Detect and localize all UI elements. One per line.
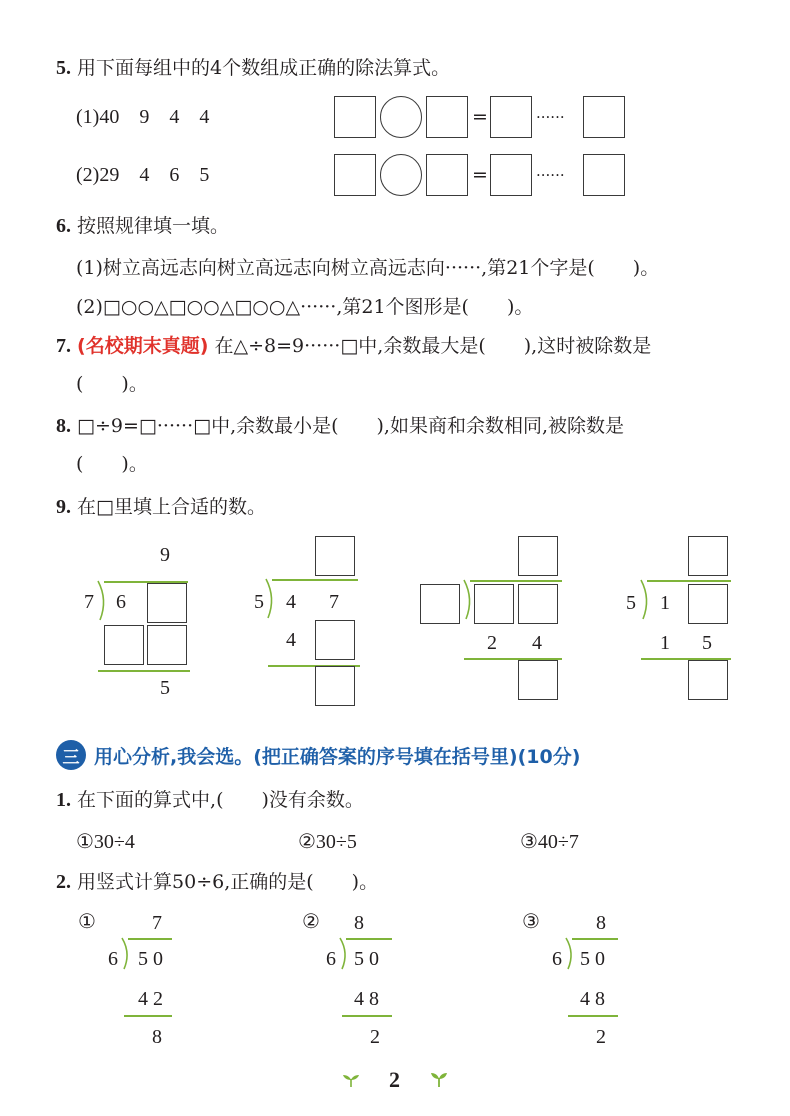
p3-dividend-ones-box[interactable] bbox=[518, 584, 558, 624]
q8-text: □÷9=□······□中,余数最小是( ),如果商和余数相同,被除数是 bbox=[77, 415, 625, 437]
o2-dividend: 5 0 bbox=[354, 948, 379, 970]
p2-product-ones-box[interactable] bbox=[315, 620, 355, 660]
p4-product-ones: 5 bbox=[702, 632, 712, 654]
p3-remainder-box[interactable] bbox=[518, 660, 558, 700]
p1-subtract-line bbox=[98, 670, 190, 672]
o2-division-bracket bbox=[338, 937, 352, 971]
q5-row2-equals: = bbox=[472, 164, 488, 186]
q9-text: 在□里填上合适的数。 bbox=[77, 496, 266, 518]
p2-quotient-box[interactable] bbox=[315, 536, 355, 576]
o3-dividend: 5 0 bbox=[580, 948, 605, 970]
q5-row2-dividend-box[interactable] bbox=[334, 154, 376, 196]
p1-product-tens-box[interactable] bbox=[104, 625, 144, 665]
q5-row1-remainder-box[interactable] bbox=[583, 96, 625, 138]
p2-division-bracket bbox=[264, 578, 278, 620]
q5-row2-quotient-box[interactable] bbox=[490, 154, 532, 196]
q5-prompt bbox=[56, 56, 450, 80]
q9-prompt bbox=[56, 495, 266, 519]
q5-row2-dots: ······ bbox=[536, 166, 565, 184]
q5-row1-quotient-box[interactable] bbox=[490, 96, 532, 138]
o3-subtract-line bbox=[568, 1015, 618, 1017]
o3-divisor: 6 bbox=[552, 948, 562, 970]
o1-product: 4 2 bbox=[138, 988, 163, 1010]
s3q1-option-1[interactable]: ①30÷4 bbox=[76, 831, 135, 853]
p2-dividend-ones: 7 bbox=[329, 591, 339, 613]
p1-quotient: 9 bbox=[160, 544, 170, 566]
s3q2-text: 用竖式计算50÷6,正确的是( )。 bbox=[77, 871, 379, 893]
sprout-icon-right bbox=[430, 1070, 448, 1088]
q6-sub2: (2)□○○△□○○△□○○△······,第21个图形是( )。 bbox=[76, 296, 534, 318]
o1-remainder: 8 bbox=[152, 1026, 162, 1048]
o2-divisor: 6 bbox=[326, 948, 336, 970]
s3q1-option-3[interactable]: ③40÷7 bbox=[520, 831, 579, 853]
p2-divisor: 5 bbox=[254, 591, 264, 613]
sprout-icon-left bbox=[342, 1072, 360, 1088]
p4-product-tens: 1 bbox=[660, 632, 670, 654]
o2-remainder: 2 bbox=[370, 1026, 380, 1048]
p4-remainder-box[interactable] bbox=[688, 660, 728, 700]
q6-sub1: (1)树立高远志向树立高远志向树立高远志向······,第21个字是( )。 bbox=[76, 257, 660, 279]
o1-division-bar bbox=[128, 938, 172, 940]
q7-prompt bbox=[56, 334, 651, 358]
q5-row1-equals: = bbox=[472, 106, 488, 128]
q5-text: 用下面每组中的4个数组成正确的除法算式。 bbox=[77, 57, 451, 79]
p4-dividend-ones-box[interactable] bbox=[688, 584, 728, 624]
p2-division-bar bbox=[272, 579, 358, 581]
p2-remainder-box[interactable] bbox=[315, 666, 355, 706]
s3q1-number: 1. bbox=[56, 789, 71, 811]
o2-division-bar bbox=[346, 938, 392, 940]
p4-division-bar bbox=[647, 580, 731, 582]
o3-quotient: 8 bbox=[596, 912, 606, 934]
q5-row1-divisor-box[interactable] bbox=[426, 96, 468, 138]
p1-dividend-tens: 6 bbox=[116, 591, 126, 613]
p4-divisor: 5 bbox=[626, 592, 636, 614]
s3q1-option-2[interactable]: ②30÷5 bbox=[298, 831, 357, 853]
q5-row1-dots: ······ bbox=[536, 108, 565, 126]
p3-product-tens: 2 bbox=[487, 632, 497, 654]
q8-prompt bbox=[56, 414, 624, 438]
o3-mark: ③ bbox=[522, 911, 540, 933]
p1-remainder: 5 bbox=[160, 677, 170, 699]
section-3-header bbox=[56, 738, 580, 772]
q8-text-line2: ( )。 bbox=[76, 453, 148, 475]
q5-row1-operator-circle[interactable] bbox=[380, 96, 422, 138]
o2-subtract-line bbox=[342, 1015, 392, 1017]
p2-product-tens: 4 bbox=[286, 629, 296, 651]
p3-product-ones: 4 bbox=[532, 632, 542, 654]
o1-divisor: 6 bbox=[108, 948, 118, 970]
p3-division-bar bbox=[470, 580, 562, 582]
o3-division-bar bbox=[572, 938, 618, 940]
q6-number: 6. bbox=[56, 215, 71, 237]
q7-text: 在△÷8=9······□中,余数最大是( ),这时被除数是 bbox=[214, 335, 652, 357]
p3-quotient-box[interactable] bbox=[518, 536, 558, 576]
o3-division-bracket bbox=[564, 937, 578, 971]
p1-dividend-ones-box[interactable] bbox=[147, 583, 187, 623]
p2-dividend-tens: 4 bbox=[286, 591, 296, 613]
q5-group1-label: (1)40 9 4 4 bbox=[76, 106, 210, 128]
o1-dividend: 5 0 bbox=[138, 948, 163, 970]
q5-row2-remainder-box[interactable] bbox=[583, 154, 625, 196]
section-3-badge: 三 bbox=[56, 740, 86, 770]
p3-dividend-tens-box[interactable] bbox=[474, 584, 514, 624]
q8-number: 8. bbox=[56, 415, 71, 437]
q5-row2-operator-circle[interactable] bbox=[380, 154, 422, 196]
p1-product-ones-box[interactable] bbox=[147, 625, 187, 665]
q9-number: 9. bbox=[56, 496, 71, 518]
q7-tag: (名校期末真题) bbox=[77, 335, 209, 357]
q6-prompt bbox=[56, 214, 229, 238]
p4-quotient-box[interactable] bbox=[688, 536, 728, 576]
page-number: 2 bbox=[389, 1067, 400, 1092]
o1-division-bracket bbox=[120, 937, 134, 971]
section-3-title: 用心分析,我会选。(把正确答案的序号填在括号里)(10分) bbox=[94, 745, 581, 768]
p4-division-bracket bbox=[639, 579, 653, 621]
s3q2-number: 2. bbox=[56, 871, 71, 893]
p1-division-bracket bbox=[96, 580, 110, 622]
q7-number: 7. bbox=[56, 335, 71, 357]
s3q1-prompt bbox=[56, 788, 364, 812]
q5-row1-dividend-box[interactable] bbox=[334, 96, 376, 138]
o2-product: 4 8 bbox=[354, 988, 379, 1010]
o3-remainder: 2 bbox=[596, 1026, 606, 1048]
s3q1-text: 在下面的算式中,( )没有余数。 bbox=[77, 789, 364, 811]
o2-quotient: 8 bbox=[354, 912, 364, 934]
s3q2-prompt bbox=[56, 870, 378, 894]
q6-text: 按照规律填一填。 bbox=[77, 215, 230, 237]
o1-quotient: 7 bbox=[152, 912, 162, 934]
p3-divisor-box[interactable] bbox=[420, 584, 460, 624]
p4-dividend-tens: 1 bbox=[660, 592, 670, 614]
q7-text-line2: ( )。 bbox=[76, 373, 148, 395]
q5-number: 5. bbox=[56, 57, 71, 79]
o1-subtract-line bbox=[124, 1015, 172, 1017]
q5-row2-divisor-box[interactable] bbox=[426, 154, 468, 196]
o3-product: 4 8 bbox=[580, 988, 605, 1010]
o2-mark: ② bbox=[302, 911, 320, 933]
p1-divisor: 7 bbox=[84, 591, 94, 613]
o1-mark: ① bbox=[78, 911, 96, 933]
q5-group2-label: (2)29 4 6 5 bbox=[76, 164, 210, 186]
